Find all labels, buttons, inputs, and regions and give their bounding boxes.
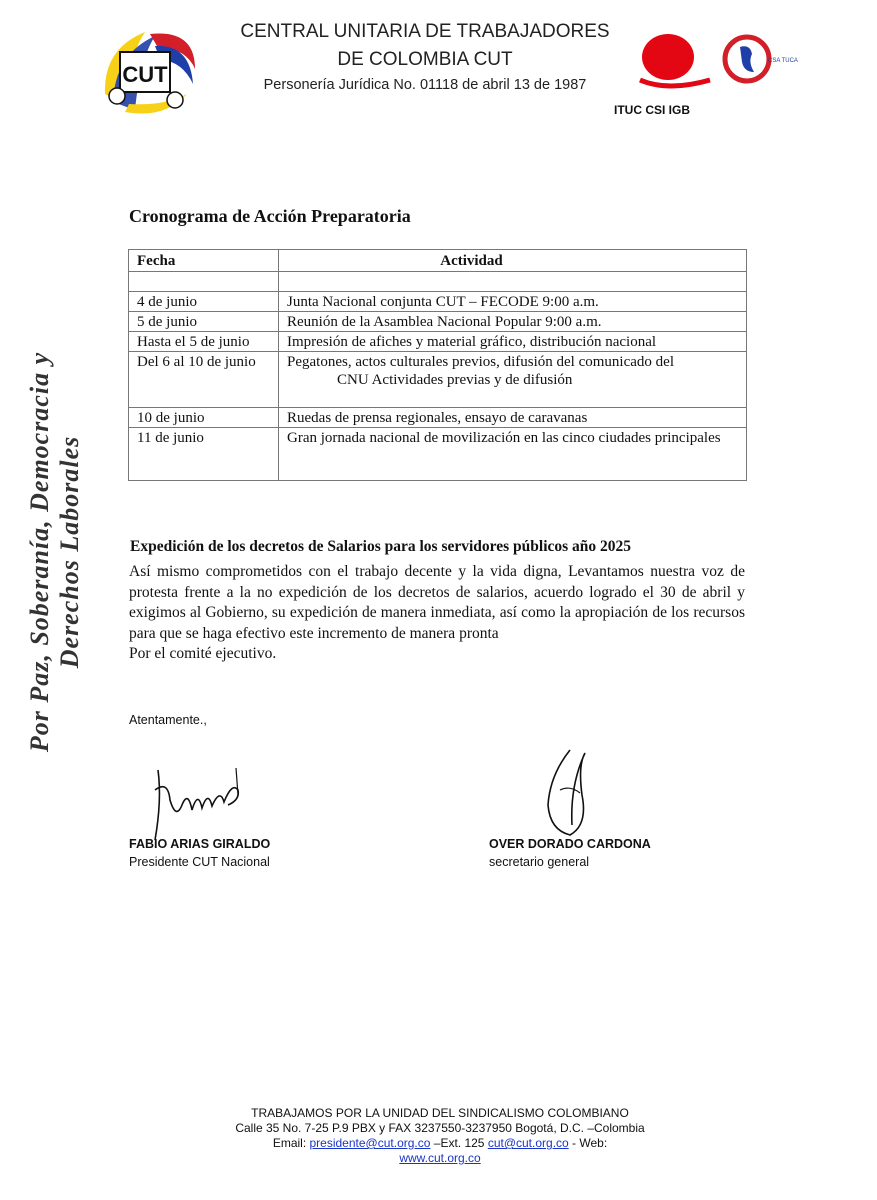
row-date: 4 de junio: [129, 292, 279, 312]
cut-logo: [95, 24, 205, 120]
section-body: [129, 562, 745, 665]
signer1-role: Presidente CUT Nacional: [129, 855, 270, 869]
ituc-logo: [638, 30, 713, 92]
signer2-role: secretario general: [489, 855, 590, 869]
org-name-line1: CENTRAL UNITARIA DE TRABAJADORES: [240, 21, 610, 42]
row-activity-line2: CNU Actividades previas y de difusión: [337, 372, 573, 388]
row-activity: Ruedas de prensa regionales, ensayo de caravanas: [279, 408, 747, 428]
email-link-cut[interactable]: cut@cut.org.co: [487, 1136, 569, 1150]
email-link-presidente[interactable]: presidente@cut.org.co: [309, 1136, 431, 1150]
col-header-activity: Actividad: [279, 250, 747, 272]
table-row: [129, 312, 747, 332]
signature-over: [540, 745, 600, 840]
schedule-table: [128, 249, 747, 481]
row-activity-cell: [279, 352, 747, 408]
vertical-motto: [25, 312, 85, 792]
schedule-title: Cronograma de Acción Preparatoria: [129, 206, 411, 226]
cut-logo-text: CUT: [122, 62, 168, 87]
footer-slogan: TRABAJAMOS POR LA UNIDAD DEL SINDICALISMO COLOMBIANO: [251, 1106, 629, 1120]
table-row: [129, 292, 747, 312]
signer2-name: OVER DORADO CARDONA: [489, 837, 651, 851]
section-title: Expedición de los decretos de Salarios para los servidores públicos año 2025: [130, 538, 632, 555]
row-activity: Pegatones, actos culturales previos, difusión del comunicado del: [287, 354, 674, 370]
intl-affiliation-label: ITUC CSI IGB: [614, 103, 691, 117]
table-row: [129, 408, 747, 428]
motto-line1: Por Paz, Soberanía, Democracia y: [25, 351, 54, 753]
body-signoff: Por el comité ejecutivo.: [129, 645, 277, 662]
table-row: [129, 428, 747, 481]
web-label: - Web:: [572, 1136, 608, 1150]
row-activity: Junta Nacional conjunta CUT – FECODE 9:00 a.m.: [279, 292, 747, 312]
row-activity: Reunión de la Asamblea Nacional Popular 9:00 a.m.: [279, 312, 747, 332]
motto-line2: Derechos Laborales: [55, 435, 84, 669]
org-name-line2: DE COLOMBIA CUT: [337, 49, 513, 70]
email-ext: –Ext. 125: [433, 1136, 485, 1150]
row-activity: Gran jornada nacional de movilización en las cinco ciudades principales: [279, 428, 747, 481]
footer-address: Calle 35 No. 7-25 P.9 PBX y FAX 3237550-3237950 Bogotá, D.C. –Colombia: [235, 1121, 645, 1135]
footer: [160, 1106, 720, 1166]
table-header-row: [129, 250, 747, 272]
row-activity: Impresión de afiches y material gráfico, distribución nacional: [279, 332, 747, 352]
footer-contact: [160, 1136, 720, 1151]
table-row: [129, 332, 747, 352]
signer1-name: FABIO ARIAS GIRALDO: [129, 837, 271, 851]
col-header-date: Fecha: [129, 250, 279, 272]
closing-salutation: Atentamente.,: [129, 713, 207, 727]
table-row: [129, 352, 747, 408]
row-date: Hasta el 5 de junio: [129, 332, 279, 352]
row-date: 10 de junio: [129, 408, 279, 428]
csa-logo-text: CSA TUCA: [768, 58, 798, 64]
signature-fabio: [140, 760, 250, 845]
email-label: Email:: [272, 1136, 307, 1150]
legal-registration: Personería Jurídica No. 01118 de abril 13 de 1987: [263, 77, 587, 93]
body-paragraph: Así mismo comprometidos con el trabajo decente y la vida digna, Levantamos nuestra voz de protesta frente a la no expedición de los decretos de salarios, acuerdo logrado el 30 de abril y exigimos al Gobierno, su expedición de manera inmediata, así como la apropiación de los recursos para que se haga efectivo este incremento de manera pronta: [129, 563, 745, 642]
csa-logo: [722, 32, 798, 87]
website-link[interactable]: www.cut.org.co: [399, 1151, 481, 1165]
row-date: 11 de junio: [129, 428, 279, 481]
row-date: 5 de junio: [129, 312, 279, 332]
table-row-empty: [129, 272, 747, 292]
row-date: Del 6 al 10 de junio: [129, 352, 279, 408]
